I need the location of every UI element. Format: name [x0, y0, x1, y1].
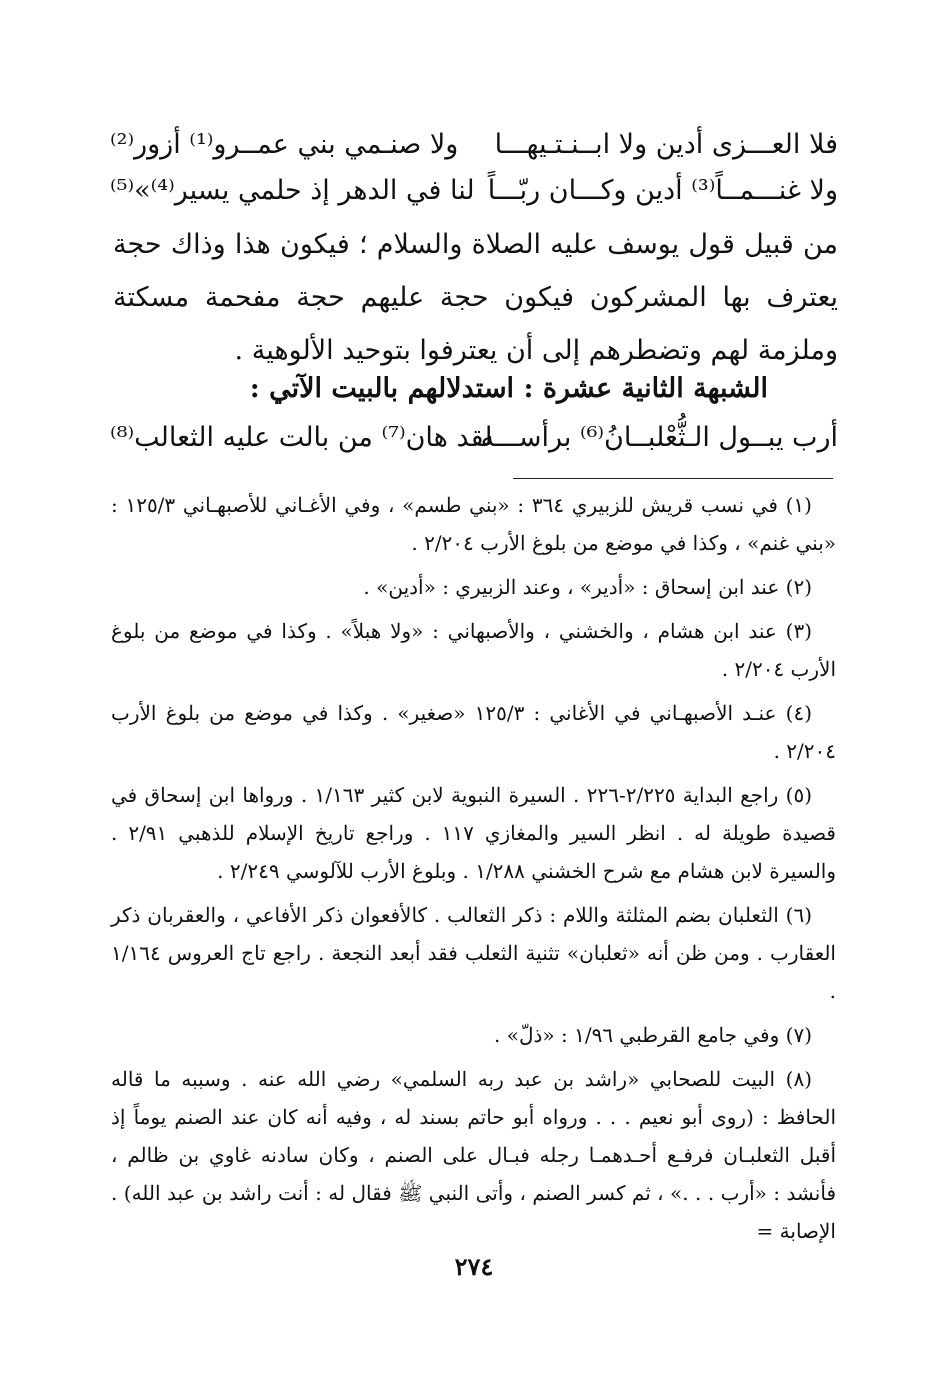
- verse-line-2: [110, 168, 838, 214]
- footnote-8: (٨) البيت للصحابي «راشد بن عبد ربه السلمي» رضي الله عنه . وسببه ما قاله الحافظ : (روى أبو نعيم . . . ورواه أبو حاتم بسند له ، وفيه أنه كان عند الصنم يوماً إذ أقبل الثعلبـان فرفـع أحـدهمـا رجله فبـال على الصنم ، وكان سادنه غاوي بن ظالم ، فأنشد : «أرب . . .» ، ثم كسر الصنم ، وأتى النبي ﷺ فقال له : أنت راشد بن عبد الله) . الإصابة =: [111, 1067, 836, 1243]
- footnotes: [111, 486, 836, 1256]
- verse-3-first-hemistich: أرب يبــول الـثُّعْلبــانُ⁽⁶⁾ برأســـه: [480, 422, 838, 453]
- footnote-5: (٥) راجع البداية ٢/٢٢٥-٢٢٦ . السيرة النبوية لابن كثير ١/١٦٣ . ورواها ابن إسحاق في قصيدة طويلة له . انظر السير والمغازي ١١٧ . وراجع تاريخ الإسلام للذهبي ٢/٩١ . والسيرة لابن هشام مع شرح الخشني ١/٢٨٨ . وبلوغ الأرب للآلوسي ٢/٢٤٩ .: [111, 783, 836, 883]
- verse-1-second-hemistich: ولا صنـمي بني عمــرو⁽¹⁾ أزور⁽²⁾: [110, 129, 459, 160]
- footnote-1: (١) في نسب قريش للزبيري ٣٦٤ : «بني طسم» ، وفي الأغـاني للأصبهـاني ١٢٥/٣ : «بني غنم» ، وكذا في موضع من بلوغ الأرب ٢/٢٠٤ .: [111, 493, 836, 555]
- body-paragraph: من قبيل قول يوسف عليه الصلاة والسلام ؛ فيكون هذا وذاك حجة يعترف بها المشركون فيكون حجة عليهم حجة مفحمة مسكتة وملزمة لهم وتضطرهم إلى أن يعترفوا بتوحيد الألوهية .: [113, 229, 838, 366]
- verse-1-first-hemistich: فلا العـــزى أدين ولا ابــنـتـيهـــا: [494, 129, 838, 160]
- verse-2-second-hemistich: لنا في الدهر إذ حلمي يسير⁽⁴⁾»⁽⁵⁾: [110, 175, 475, 206]
- verse-3-second-hemistich: لقد هان⁽⁷⁾ من بالت عليه الثعالب⁽⁸⁾: [110, 422, 493, 453]
- verse-line-3: [110, 415, 838, 461]
- footnote-4: (٤) عنـد الأصبهـاني في الأغاني : ١٢٥/٣ «صغير» . وكذا في موضع من بلوغ الأرب ٢/٢٠٤ .: [111, 701, 836, 763]
- verse-2-first-hemistich: ولا غنـــمــاً⁽³⁾ أدين وكـــان ربّـــاً: [487, 175, 838, 206]
- footnote-separator: [513, 478, 833, 479]
- footnote-2: (٢) عند ابن إسحاق : «أدير» ، وعند الزبيري : «أدين» .: [363, 575, 812, 599]
- footnote-6: (٦) الثعلبان بضم المثلثة واللام : ذكر الثعالب . كالأفعوان ذكر الأفاعي ، والعقربان ذكر العقارب . ومن ظن أنه «ثعلبان» تثنية الثعلب فقد أبعد النجعة . راجع تاج العروس ١/١٦٤ .: [111, 903, 836, 1003]
- footnote-7: (٧) وفي جامع القرطبي ١/٩٦ : «ذلّ» .: [494, 1023, 812, 1047]
- section-heading: الشبهة الثانية عشرة : استدلالهم بالبيت الآتي :: [249, 373, 768, 404]
- page-number: ٢٧٤: [454, 1252, 494, 1281]
- footnote-3: (٣) عند ابن هشام ، والخشني ، والأصبهاني : «ولا هبلاً» . وكذا في موضع من بلوغ الأرب ٢/٢٠٤ .: [111, 619, 836, 681]
- verse-line-1: [110, 122, 838, 168]
